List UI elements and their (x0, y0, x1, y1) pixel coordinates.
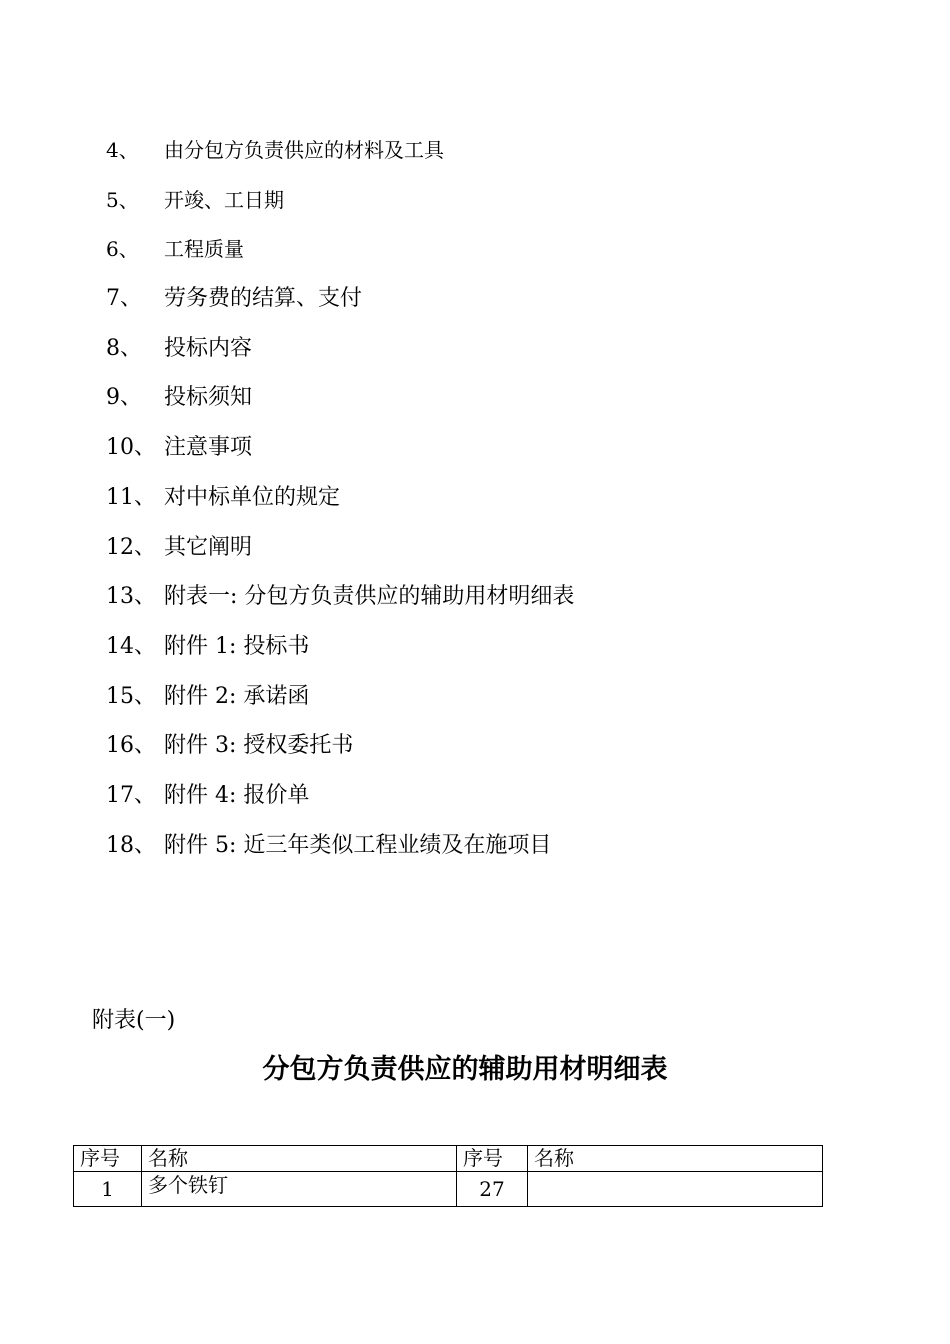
toc-item-number: 5、 (106, 187, 139, 212)
toc-item (106, 132, 574, 182)
toc-item (106, 331, 574, 381)
toc-item-text: 注意事项 (164, 435, 253, 461)
toc-item (106, 182, 574, 232)
cell-name-2 (528, 1172, 823, 1207)
toc-item (106, 530, 574, 580)
toc-item (106, 679, 574, 729)
column-header-serial: 序号 (74, 1146, 142, 1172)
column-header-name-2: 名称 (528, 1146, 823, 1172)
toc-item (106, 828, 574, 878)
toc-item-text: 投标内容 (164, 335, 253, 361)
toc-item (106, 281, 574, 331)
cell-name: 多个铁钉 (142, 1172, 457, 1207)
toc-item-text: 附件 4: 报价单 (164, 782, 310, 808)
toc-item-text: 附件 3: 授权委托书 (164, 733, 354, 759)
toc-item (106, 480, 574, 530)
toc-item-number: 17、 (106, 782, 156, 808)
column-header-serial-2: 序号 (457, 1146, 528, 1172)
toc-item-number: 4、 (106, 138, 139, 162)
annex-label: 附表(一) (92, 1008, 176, 1033)
toc-item (106, 579, 574, 629)
toc-item-text: 附件 1: 投标书 (164, 633, 310, 659)
toc-item (106, 629, 574, 679)
annex-title: 分包方负责供应的辅助用材明细表 (262, 1054, 668, 1085)
toc-item (106, 231, 574, 281)
toc-item (106, 778, 574, 828)
toc-item-number: 12、 (106, 534, 156, 560)
cell-serial: 1 (74, 1172, 142, 1207)
toc-item-text: 工程质量 (164, 237, 244, 262)
toc-item-number: 15、 (106, 683, 156, 709)
toc-item-text: 其它阐明 (164, 534, 253, 560)
column-header-name: 名称 (142, 1146, 457, 1172)
toc-item-number: 18、 (106, 832, 156, 858)
toc-item-number: 11、 (106, 484, 156, 510)
toc-item-text: 劳务费的结算、支付 (164, 286, 363, 312)
toc-item (106, 380, 574, 430)
toc-item-number: 14、 (106, 633, 156, 659)
toc-item-number: 7、 (106, 286, 142, 312)
toc-item-number: 16、 (106, 733, 156, 759)
toc-item-number: 13、 (106, 584, 156, 610)
toc-item-text: 投标须知 (164, 385, 253, 411)
toc-item-text: 对中标单位的规定 (164, 484, 341, 510)
cell-serial-2: 27 (457, 1172, 528, 1207)
toc-item-number: 9、 (106, 385, 142, 411)
table-of-contents (106, 132, 574, 877)
toc-item-text: 附件 2: 承诺函 (164, 683, 310, 709)
toc-item-number: 8、 (106, 335, 142, 361)
toc-item (106, 430, 574, 480)
toc-item (106, 728, 574, 778)
toc-item-number: 6、 (106, 237, 139, 262)
toc-item-text: 由分包方负责供应的材料及工具 (164, 138, 444, 162)
table-header-row (74, 1146, 823, 1172)
toc-item-text: 开竣、工日期 (164, 187, 284, 212)
toc-item-text: 附件 5: 近三年类似工程业绩及在施项目 (164, 832, 552, 858)
toc-item-text: 附表一: 分包方负责供应的辅助用材明细表 (164, 584, 575, 610)
materials-table (73, 1145, 823, 1207)
toc-item-number: 10、 (106, 435, 156, 461)
table-row (74, 1172, 823, 1207)
